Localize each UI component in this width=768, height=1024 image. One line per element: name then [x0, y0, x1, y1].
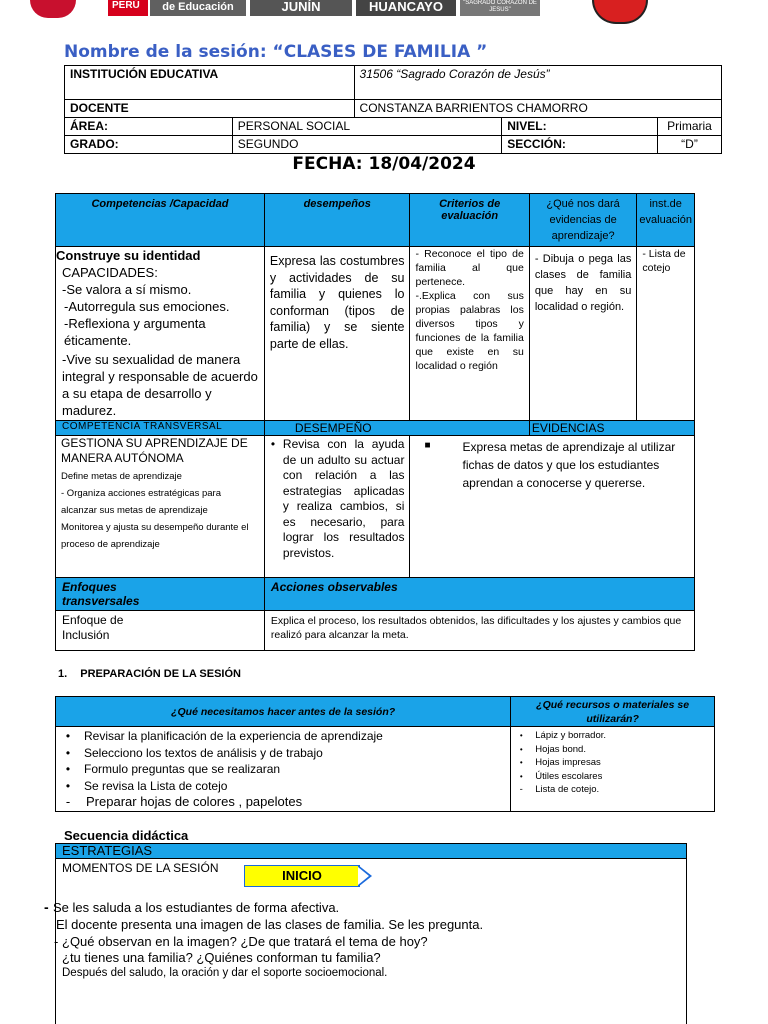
antes-text: Revisar la planificación de la experiencia de aprendizaje: [84, 729, 383, 743]
dash-icon: -: [44, 899, 49, 915]
recurso-text: Hojas bond.: [535, 743, 586, 755]
desempenos-header: desempeños: [264, 194, 410, 247]
instrumento-header: inst.de evaluación: [637, 194, 695, 247]
antes-item: [56, 745, 510, 762]
evidencias-cell: - Dibuja o pega las clases de familia que hay en su localidad o región.: [529, 247, 637, 421]
session-date: FECHA: 18/04/2024: [292, 154, 476, 174]
dash-icon: -: [65, 794, 71, 809]
ministry-label: de Educación: [150, 0, 246, 16]
enfoques-header-text: Enfoques transversales: [62, 580, 140, 608]
grado-value: SEGUNDO: [232, 136, 501, 154]
bullet-icon: •: [65, 729, 71, 743]
transversal-header: COMPETENCIA TRANSVERSAL: [56, 421, 265, 436]
capacidad-item: -Se valora a sí mismo.: [62, 282, 192, 297]
capacidad-item: -Autorregula sus emociones.: [64, 299, 230, 314]
school-crest-logo: [592, 0, 648, 24]
secuencia-line: El docente presenta una imagen de las clases de familia. Se les pregunta.: [56, 917, 484, 932]
recurso-text: Lista de cotejo.: [535, 784, 600, 795]
transversal-item: Define metas de aprendizaje: [61, 471, 182, 482]
info-table: [64, 65, 722, 154]
bullet-icon: •: [519, 771, 523, 781]
secuencia-line: Se les saluda a los estudiantes de forma afectiva.: [53, 900, 340, 915]
recurso-text: Útiles escolares: [535, 770, 603, 782]
header-strip: [0, 0, 768, 22]
antes-item: [56, 778, 510, 795]
desempeno-transversal-header: DESEMPEÑO: [264, 421, 410, 436]
estrategias-header: ESTRATEGIAS: [55, 843, 687, 859]
acciones-header: Acciones observables: [264, 578, 694, 611]
recurso-item: [511, 770, 714, 784]
transversal-evidencia-text: Expresa metas de aprendizaje al utilizar fichas de datos y que los estudiantes aprendan a conocerse y quererse.: [462, 440, 676, 490]
area-label: ÁREA:: [65, 118, 233, 136]
instrumento-cell: - Lista de cotejo: [637, 247, 695, 421]
desempeno-cell: Expresa las costumbres y actividades de su familia y quienes lo conforman (tipos de familia) y se siente parte de ellas.: [264, 247, 410, 421]
dash-icon: -: [54, 934, 59, 949]
criterios-header: Criterios de evaluación: [410, 194, 529, 247]
secuencia-line: Después del saludo, la oración y dar el soporte socioemocional.: [62, 967, 388, 979]
bullet-icon: •: [65, 778, 71, 793]
transversal-item: Monitorea y ajusta su desempeño durante el proceso de aprendizaje: [61, 522, 249, 550]
arrow-inner-shape: [358, 867, 369, 885]
transversal-desempeno-text: Revisa con la ayuda de un adulto su actuar con relación a las estrategias aplicadas y realiza cambios, si es necesario, para lograr los resultados previstos.: [282, 437, 405, 560]
docente-value: CONSTANZA BARRIENTOS CHAMORRO: [354, 100, 721, 118]
recurso-item: [511, 783, 714, 797]
section-heading: [58, 668, 241, 680]
competencia-cell: [56, 247, 265, 421]
criterio-item: -.Explica con sus propias palabras los diversos tipos y funciones de la familia que existe en su localidad o región: [415, 290, 524, 372]
enfoques-header: [56, 578, 265, 611]
regional-logo: [30, 0, 76, 18]
recurso-text: Lápiz y borrador.: [535, 730, 607, 741]
bullet-icon: •: [519, 758, 523, 767]
bullet-icon: •: [270, 437, 276, 451]
section-number: 1.: [58, 668, 68, 680]
dash-icon: -: [519, 784, 523, 795]
recurso-text: Hojas impresas: [535, 757, 601, 768]
competencias-header: Competencias /Capacidad: [56, 194, 265, 247]
antes-header: ¿Qué necesitamos hacer antes de la sesión?: [56, 697, 511, 727]
recursos-header: ¿Qué recursos o materiales se utilizarán?: [511, 697, 715, 727]
school-label: "SAGRADO CORAZON DE JESUS": [460, 0, 540, 16]
peru-label: PERÚ: [108, 0, 148, 16]
docente-label: DOCENTE: [65, 100, 355, 118]
institucion-label: INSTITUCIÓN EDUCATIVA: [65, 66, 355, 100]
enfoque-cell: [56, 611, 265, 651]
section-title: PREPARACIÓN DE LA SESIÓN: [80, 668, 241, 680]
transversal-desempeno-cell: [264, 436, 410, 578]
grado-label: GRADO:: [65, 136, 233, 154]
criterios-cell: [410, 247, 529, 421]
competencia-title: Construye su identidad: [56, 248, 201, 263]
secuencia-line: ¿tu tienes una familia? ¿Quiénes conforman tu familia?: [62, 950, 381, 965]
antes-text: Selecciono los textos de análisis y de trabajo: [84, 745, 323, 760]
bullet-icon: •: [65, 762, 71, 776]
capacidades-label: CAPACIDADES:: [62, 265, 158, 280]
bullet-icon: •: [519, 731, 523, 740]
recursos-cell: [511, 727, 715, 812]
recurso-item: [511, 743, 714, 757]
bullet-icon: •: [519, 744, 523, 754]
antes-text: Preparar hojas de colores , papelotes: [86, 794, 303, 809]
huancayo-label: HUANCAYO: [356, 0, 456, 16]
transversal-title: GESTIONA SU APRENDIZAJE DE MANERA AUTÓNOMA: [61, 436, 248, 465]
transversal-item: - Organiza acciones estratégicas para alcanzar sus metas de aprendizaje: [61, 488, 221, 516]
secuencia-title: Secuencia didáctica: [64, 828, 189, 843]
evidencias-transversal-header: EVIDENCIAS: [529, 421, 694, 436]
antes-cell: [56, 727, 511, 812]
transversal-cell: [56, 436, 265, 578]
institucion-value: 31506 “Sagrado Corazón de Jesús”: [354, 66, 721, 100]
nivel-label: NIVEL:: [502, 118, 658, 136]
junin-label: JUNÍN: [250, 0, 352, 16]
antes-item: [56, 794, 510, 811]
seccion-value: “D”: [658, 136, 722, 154]
capacidad-item: -Vive su sexualidad de manera integral y responsable de acuerdo a su etapa de desarrollo y madurez.: [62, 352, 258, 418]
momentos-label: MOMENTOS DE LA SESIÓN: [62, 861, 219, 875]
transversal-evidencia-cell: [410, 436, 695, 578]
session-title: Nombre de la sesión: “CLASES DE FAMILIA ”: [64, 42, 488, 62]
capacidad-item: -Reflexiona y argumenta éticamente.: [64, 316, 206, 348]
antes-item: [56, 761, 510, 778]
seccion-label: SECCIÓN:: [502, 136, 658, 154]
evidencias-question-header: ¿Qué nos dará evidencias de aprendizaje?: [529, 194, 637, 247]
recurso-item: [511, 756, 714, 770]
antes-text: Se revisa la Lista de cotejo: [84, 778, 228, 793]
antes-item: [56, 728, 510, 745]
criterio-item: - Reconoce el tipo de familia al que pertenece.: [415, 248, 524, 288]
enfoque-text: Enfoque de Inclusión: [62, 613, 124, 642]
antes-text: Formulo preguntas que se realizaran: [84, 762, 281, 776]
nivel-value: Primaria: [658, 118, 722, 136]
bullet-icon: •: [65, 745, 71, 760]
preparacion-table: [55, 696, 715, 812]
recurso-item: [511, 729, 714, 743]
area-value: PERSONAL SOCIAL: [232, 118, 501, 136]
inicio-badge: INICIO: [244, 865, 360, 887]
competencias-table: [55, 193, 695, 651]
secuencia-line: ¿Qué observan en la imagen? ¿De que tratará el tema de hoy?: [62, 934, 428, 949]
accion-cell: Explica el proceso, los resultados obtenidos, las dificultades y los ajustes y cambios que realizó para alcanzar la meta.: [264, 611, 694, 651]
square-bullet-icon: ■: [424, 440, 431, 451]
